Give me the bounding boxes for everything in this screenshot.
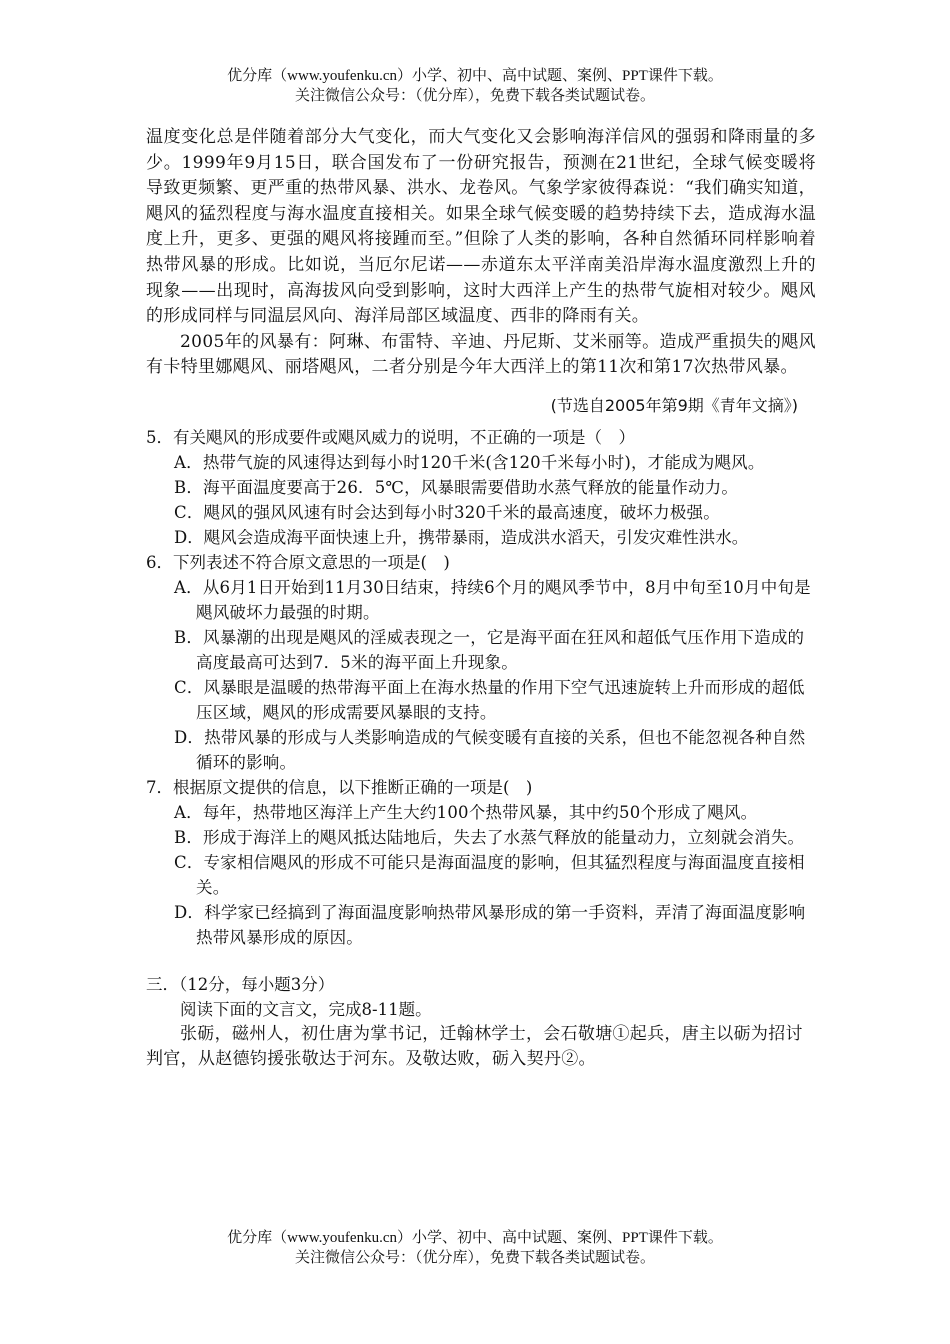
question-5 [146,425,816,550]
question-stem: 7．根据原文提供的信息，以下推断正确的一项是( ) [146,777,533,797]
section-3-instruction: 阅读下面的文言文，完成8-11题。 [180,999,432,1019]
option-a: A．从6月1日开始到11月30日结束，持续6个月的飓风季节中，8月中旬至10月中旬是飓风破坏力最强的时期。 [174,577,811,622]
classical-text: 张砺，磁州人，初仕唐为掌书记，迁翰林学士，会石敬塘①起兵，唐主以砺为招讨判官，从赵德钧援张敬达于河东。及敬达败，砺入契丹②。 [146,1023,803,1069]
option-c: C．专家相信飓风的形成不可能只是海面温度的影响，但其猛烈程度与海面温度直接相关。 [174,852,805,897]
option-c: C．飓风的强风风速有时会达到每小时320千米的最高速度，破坏力极强。 [174,502,720,522]
option-d-text: D．飓风会造成海平面快速上升，携带暴雨，造成洪水滔天，引发灾难性洪水。 [174,527,749,547]
article-paragraph-1: 温度变化总是伴随着部分大气变化，而大气变化又会影响海洋信风的强弱和降雨量的多少。1999年9月15日，联合国发布了一份研究报告，预测在21世纪，全球气候变暖将导致更频繁、更严重的热带风暴、洪水、龙卷风。气象学家彼得森说：“我们确实知道，飓风的猛烈程度与海水温度直接相关。如果全球气候变暖的趋势持续下去，造成海水温度上升，更多、更强的飓风将接踵而至。”但除了人类的影响，各种自然循环同样影响着热带风暴的形成。比如说，当厄尔尼诺——赤道东太平洋南美沿岸海水温度激烈上升的现象——出现时，高海拔风向受到影响，这时大西洋上产生的热带气旋相对较少。飓风的形成同样与同温层风向、海洋局部区域温度、西非的降雨有关。 [146,127,816,327]
footer-line-1: 优分库（www.youfenku.cn）小学、初中、高中试题、案例、PPT课件下载。 [227,1230,723,1246]
question-6 [146,550,816,775]
article-paragraph-2: 2005年的风暴有：阿琳、布雷特、辛迪、丹尼斯、艾米丽等。造成严重损失的飓风有卡特里娜飓风、丽塔飓风，二者分别是今年大西洋上的第11次和第17次热带风暴。 [146,331,816,378]
page-footer [0,1228,950,1268]
question-stem: 6．下列表述不符合原文意思的一项是( ) [146,552,450,572]
section-3-title: 三．（12分，每小题3分） [146,974,335,994]
option-d: D．热带风暴的形成与人类影响造成的气候变暖有直接的关系，但也不能忽视各种自然循环的影响。 [174,727,806,772]
option-a: A．热带气旋的风速得达到每小时120千米(含120千米每小时)，才能成为飓风。 [174,452,765,472]
option-d: D．科学家已经搞到了海面温度影响热带风暴形成的第一手资料，弄清了海面温度影响热带风暴形成的原因。 [174,902,806,947]
article-source: (节选自2005年第9期《青年文摘》) [550,395,798,415]
header-line-2: 关注微信公众号：（优分库），免费下载各类试题试卷。 [294,88,655,104]
option-a: A．每年，热带地区海洋上产生大约100个热带风暴，其中约50个形成了飓风。 [174,802,758,822]
option-b: B．形成于海洋上的飓风抵达陆地后，失去了水蒸气释放的能量动力，立刻就会消失。 [174,827,805,847]
option-b: B．风暴潮的出现是飓风的淫威表现之一，它是海平面在狂风和超低气压作用下造成的高度最高可达到7．5米的海平面上升现象。 [174,627,805,672]
page-content [146,125,816,1072]
question-7 [146,775,816,950]
option-c: C．风暴眼是温暖的热带海平面上在海水热量的作用下空气迅速旋转上升而形成的超低压区域，飓风的形成需要风暴眼的支持。 [174,677,805,722]
header-line-1: 优分库（www.youfenku.cn）小学、初中、高中试题、案例、PPT课件下载。 [227,68,723,84]
option-b: B．海平面温度要高于26．5℃，风暴眼需要借助水蒸气释放的能量作动力。 [174,477,739,497]
page-header [0,66,950,106]
footer-line-2: 关注微信公众号：（优分库），免费下载各类试题试卷。 [294,1250,655,1266]
option-d [146,525,816,550]
question-stem: 5．有关飓风的形成要件或飓风威力的说明，不正确的一项是（ ） [146,427,635,447]
